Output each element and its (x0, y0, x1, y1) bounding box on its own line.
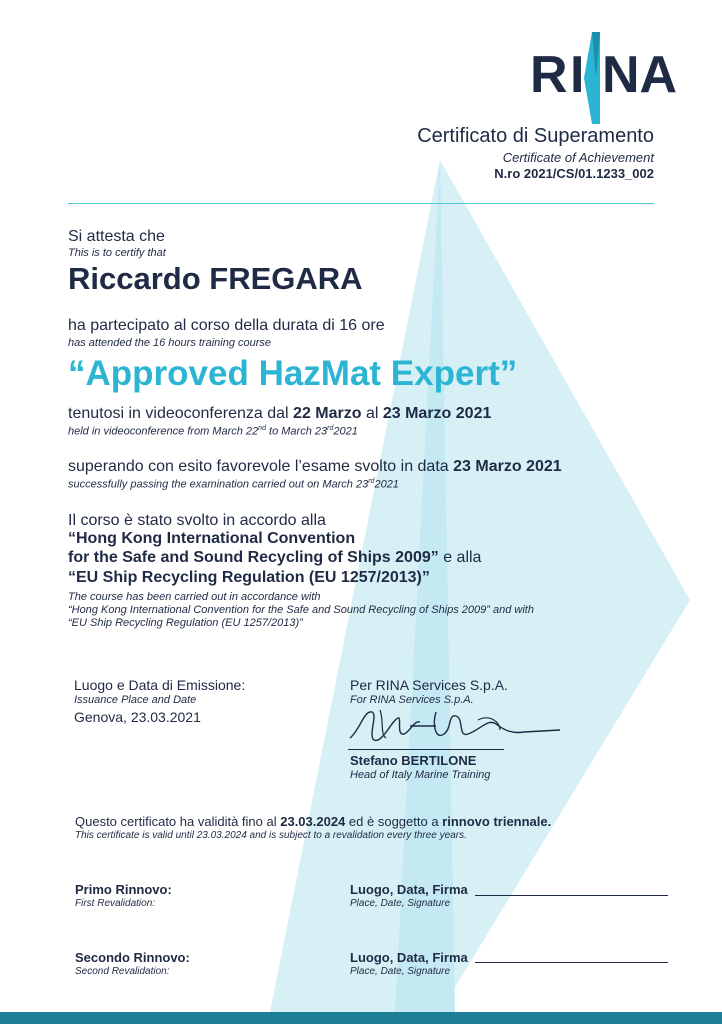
first-revalidation-field-en: Place, Date, Signature (350, 898, 451, 909)
certificate-title-en: Certificate of Achievement (502, 150, 654, 165)
attended-text-en: has attended the 16 hours training course (68, 337, 272, 349)
svg-text:R: R (530, 46, 567, 104)
second-revalidation-signature-line[interactable] (475, 962, 668, 963)
handwritten-signature (340, 700, 570, 750)
accordance-line2: “Hong Kong International Convention (68, 530, 356, 547)
accordance-line1: Il corso è stato svolto in accordo alla (68, 512, 326, 529)
attest-label-en: This is to certify that (68, 247, 166, 259)
attest-label: Si attesta che (68, 228, 165, 245)
first-revalidation-field: Luogo, Data, Firma (350, 882, 468, 897)
second-revalidation-label-en: Second Revalidation: (75, 966, 170, 977)
held-text-en: held in videoconference from March 22nd to March 23rd2021 (68, 425, 358, 438)
second-revalidation-field: Luogo, Data, Firma (350, 950, 468, 965)
first-revalidation-signature-line[interactable] (475, 895, 668, 896)
second-revalidation-label: Secondo Rinnovo: (75, 950, 190, 965)
svg-text:NA: NA (602, 46, 678, 104)
signatory-name: Stefano BERTILONE (350, 753, 477, 768)
first-revalidation-label-en: First Revalidation: (75, 898, 156, 909)
accordance-en-line2: “Hong Kong International Convention for the Safe and Sound Recycling of Ships 2009” and with (68, 604, 534, 616)
exam-text: superando con esito favorevole l’esame svolto in data 23 Marzo 2021 (68, 458, 562, 475)
issuance-label-en: Issuance Place and Date (74, 694, 197, 706)
footer-bar (0, 1012, 722, 1024)
issuance-label: Luogo e Data di Emissione: (74, 677, 246, 693)
accordance-en-line1: The course has been carried out in accordance with (68, 591, 321, 603)
signatory-role: Head of Italy Marine Training (350, 769, 491, 781)
second-revalidation-field-en: Place, Date, Signature (350, 966, 451, 977)
certificate-title: Certificato di Superamento (417, 125, 654, 147)
svg-text:I: I (570, 46, 585, 104)
recipient-name: Riccardo FREGARA (68, 261, 363, 296)
signature-line (348, 749, 504, 750)
certificate-number: N.ro 2021/CS/01.1233_002 (494, 166, 654, 181)
accordance-line4: “EU Ship Recycling Regulation (EU 1257/2013)” (68, 569, 430, 586)
exam-text-en: successfully passing the examination carried out on March 23rd2021 (68, 478, 399, 491)
issuance-value: Genova, 23.03.2021 (74, 709, 201, 725)
validity-text-en: This certificate is valid until 23.03.2024 and is subject to a revalidation every three years. (75, 830, 467, 841)
accordance-line3: for the Safe and Sound Recycling of Ships 2009” e alla (68, 549, 482, 566)
first-revalidation-label: Primo Rinnovo: (75, 882, 172, 897)
signatory-for: Per RINA Services S.p.A. (350, 677, 508, 693)
header-divider (68, 203, 654, 204)
accordance-en-line3: “EU Ship Recycling Regulation (EU 1257/2013)” (68, 617, 303, 629)
rina-logo (530, 30, 678, 124)
held-text: tenutosi in videoconferenza dal 22 Marzo al 23 Marzo 2021 (68, 405, 492, 422)
attended-text: ha partecipato al corso della durata di 16 ore (68, 317, 385, 334)
course-title: “Approved HazMat Expert” (68, 354, 518, 393)
signatory-for-en: For RINA Services S.p.A. (350, 694, 474, 706)
validity-text: Questo certificato ha validità fino al 23.03.2024 ed è soggetto a rinnovo triennale. (75, 814, 552, 829)
